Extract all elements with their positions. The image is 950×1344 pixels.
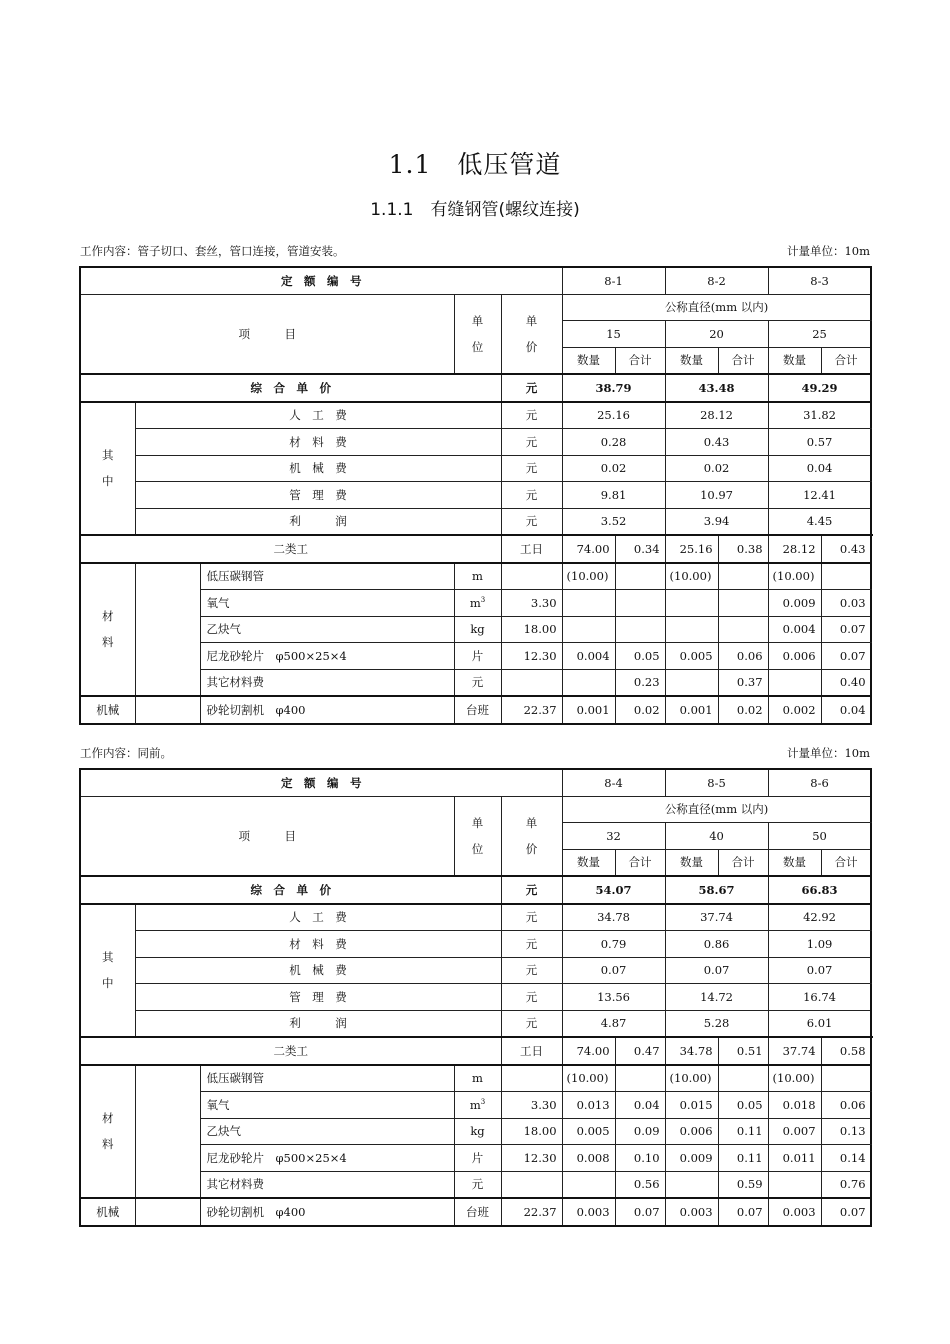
total-cell: 0.04 — [821, 696, 871, 724]
quota-code: 8-1 — [562, 267, 665, 294]
unit-cell: 元 — [501, 931, 562, 958]
unit-cell: 元 — [501, 482, 562, 509]
qty-cell: 0.002 — [768, 696, 821, 724]
mgmt-fee: 10.97 — [665, 482, 768, 509]
composite-price-label: 综 合 单 价 — [80, 374, 501, 402]
mgmt-fee-label: 管 理 费 — [135, 984, 501, 1011]
other-material-fee-label: 其它材料费 — [200, 669, 454, 696]
quota-no-label: 定 额 编 号 — [80, 769, 562, 796]
qty-cell: 0.005 — [562, 1118, 615, 1145]
material-fee: 0.79 — [562, 931, 665, 958]
total-cell: 0.14 — [821, 1145, 871, 1172]
labor-fee-label: 人 工 费 — [135, 904, 501, 931]
total-cell: 0.04 — [615, 1092, 665, 1119]
oxygen-label: 氧气 — [200, 1092, 454, 1119]
nylon-grinding-disc-label: 尼龙砂轮片 φ500×25×4 — [200, 643, 454, 670]
among-label: 其 中 — [80, 904, 135, 1038]
unit-price: 22.37 — [501, 696, 562, 724]
profit-label: 利 润 — [135, 508, 501, 535]
total-cell: 0.03 — [821, 590, 871, 617]
unit-cell: 元 — [501, 904, 562, 931]
unit-cell: $m^3$ — [454, 590, 501, 617]
qty-cell: 0.011 — [768, 1145, 821, 1172]
acetylene-label: 乙炔气 — [200, 616, 454, 643]
unit-cell: 工日 — [501, 1037, 562, 1065]
total-cell — [615, 1065, 665, 1092]
total-cell: 0.09 — [615, 1118, 665, 1145]
unit-cell: $m^3$ — [454, 1092, 501, 1119]
unit-cell: 元 — [501, 402, 562, 429]
labor-fee: 31.82 — [768, 402, 871, 429]
total-cell: 0.59 — [718, 1171, 768, 1198]
composite-price-label: 综 合 单 价 — [80, 876, 501, 904]
total-cell: 0.11 — [718, 1118, 768, 1145]
unit-header: 单 位 — [454, 294, 501, 374]
composite-price: 49.29 — [768, 374, 871, 402]
mgmt-fee: 16.74 — [768, 984, 871, 1011]
unit-cell: kg — [454, 1118, 501, 1145]
qty-cell: 0.003 — [562, 1198, 615, 1226]
qty-cell: 0.009 — [665, 1145, 718, 1172]
quota-no-label: 定 额 编 号 — [80, 267, 562, 294]
profit: 4.45 — [768, 508, 871, 535]
qty-cell: (10.00) — [562, 1065, 615, 1092]
qty-header: 数量 — [665, 849, 718, 876]
qty-cell — [665, 1171, 718, 1198]
total-cell: 0.02 — [718, 696, 768, 724]
total-cell: 0.76 — [821, 1171, 871, 1198]
blank-cell — [135, 696, 200, 724]
composite-price: 38.79 — [562, 374, 665, 402]
total-cell: 0.37 — [718, 669, 768, 696]
unit-cell: 元 — [501, 1010, 562, 1037]
qty-cell — [665, 669, 718, 696]
acetylene-label: 乙炔气 — [200, 1118, 454, 1145]
unit-cell: 元 — [501, 984, 562, 1011]
profit: 6.01 — [768, 1010, 871, 1037]
qty-cell: 0.015 — [665, 1092, 718, 1119]
blank-cell — [135, 563, 200, 697]
blank-cell — [135, 1065, 200, 1199]
qty-cell — [562, 590, 615, 617]
quota-code: 8-4 — [562, 769, 665, 796]
profit: 4.87 — [562, 1010, 665, 1037]
qty-cell: 0.34 — [615, 535, 665, 563]
unit-cell: 台班 — [454, 1198, 501, 1226]
total-cell: 0.07 — [718, 1198, 768, 1226]
unit-price: 74.00 — [562, 535, 615, 563]
qty-cell: 0.003 — [768, 1198, 821, 1226]
total-cell: 0.56 — [615, 1171, 665, 1198]
total-cell: 0.06 — [821, 1092, 871, 1119]
unit-price — [501, 1171, 562, 1198]
unit-cell: 元 — [501, 455, 562, 482]
qty-cell: 0.005 — [665, 643, 718, 670]
total-cell — [821, 1065, 871, 1092]
qty-cell: 0.013 — [562, 1092, 615, 1119]
qty-cell: 0.38 — [718, 535, 768, 563]
quota-code: 8-6 — [768, 769, 871, 796]
mgmt-fee: 14.72 — [665, 984, 768, 1011]
qty-cell — [562, 669, 615, 696]
qty-cell: 0.51 — [718, 1037, 768, 1065]
work-content: 工作内容：同前。 — [80, 746, 172, 760]
total-cell: 0.10 — [615, 1145, 665, 1172]
qty-header: 数量 — [768, 849, 821, 876]
qty-cell: (10.00) — [665, 563, 718, 590]
quota-code: 8-3 — [768, 267, 871, 294]
unit-cell: 工日 — [501, 535, 562, 563]
grinding-saw-label: 砂轮切割机 φ400 — [200, 1198, 454, 1226]
unit-cell: 元 — [501, 429, 562, 456]
total-cell: 25.16 — [665, 535, 718, 563]
work-content: 工作内容：管子切口、套丝，管口连接，管道安装。 — [80, 244, 345, 258]
total-cell — [718, 590, 768, 617]
qty-cell: 0.004 — [768, 616, 821, 643]
measure-unit: 计量单位：10m — [786, 244, 870, 258]
unit-price: 74.00 — [562, 1037, 615, 1065]
machine-fee: 0.02 — [562, 455, 665, 482]
profit: 5.28 — [665, 1010, 768, 1037]
qty-cell: 0.006 — [665, 1118, 718, 1145]
qty-cell: 0.001 — [562, 696, 615, 724]
machine-fee: 0.07 — [768, 957, 871, 984]
qty-cell: 0.004 — [562, 643, 615, 670]
total-cell: 0.05 — [615, 643, 665, 670]
unit-cell: 元 — [501, 374, 562, 402]
labor-fee: 37.74 — [665, 904, 768, 931]
qty-header: 数量 — [562, 849, 615, 876]
qty-cell: 0.008 — [562, 1145, 615, 1172]
unit-price: 3.30 — [501, 590, 562, 617]
total-cell: 0.40 — [821, 669, 871, 696]
composite-price: 54.07 — [562, 876, 665, 904]
qty-cell: (10.00) — [665, 1065, 718, 1092]
unit-price: 22.37 — [501, 1198, 562, 1226]
total-header: 合计 — [821, 347, 871, 374]
qty-cell: 0.47 — [615, 1037, 665, 1065]
total-cell — [615, 616, 665, 643]
total-cell: 0.07 — [821, 616, 871, 643]
oxygen-label: 氧气 — [200, 590, 454, 617]
worker-label: 二类工 — [80, 1037, 501, 1065]
total-header: 合计 — [821, 849, 871, 876]
unit-cell: kg — [454, 616, 501, 643]
profit: 3.52 — [562, 508, 665, 535]
blank-cell — [135, 1198, 200, 1226]
qty-cell — [768, 1171, 821, 1198]
total-cell: 0.02 — [615, 696, 665, 724]
diameter-header: 公称直径(mm 以内) — [562, 796, 871, 823]
machine-fee-label: 机 械 费 — [135, 957, 501, 984]
total-cell: 28.12 — [768, 535, 821, 563]
unit-price — [501, 563, 562, 590]
labor-fee: 25.16 — [562, 402, 665, 429]
labor-fee: 34.78 — [562, 904, 665, 931]
unit-cell: 片 — [454, 643, 501, 670]
machinery-label: 机械 — [80, 696, 135, 724]
machine-fee-label: 机 械 费 — [135, 455, 501, 482]
qty-cell — [562, 616, 615, 643]
total-cell: 0.23 — [615, 669, 665, 696]
machine-fee: 0.07 — [562, 957, 665, 984]
nylon-grinding-disc-label: 尼龙砂轮片 φ500×25×4 — [200, 1145, 454, 1172]
qty-cell — [665, 616, 718, 643]
composite-price: 66.83 — [768, 876, 871, 904]
material-fee: 0.86 — [665, 931, 768, 958]
total-cell: 0.11 — [718, 1145, 768, 1172]
total-cell: 34.78 — [665, 1037, 718, 1065]
price-header: 单 价 — [501, 796, 562, 876]
material-fee: 1.09 — [768, 931, 871, 958]
total-cell — [821, 563, 871, 590]
mgmt-fee: 9.81 — [562, 482, 665, 509]
total-cell: 37.74 — [768, 1037, 821, 1065]
unit-price: 18.00 — [501, 616, 562, 643]
qty-cell — [665, 590, 718, 617]
quota-table — [79, 266, 872, 725]
qty-cell: 0.007 — [768, 1118, 821, 1145]
unit-price: 3.30 — [501, 1092, 562, 1119]
machine-fee: 0.07 — [665, 957, 768, 984]
material-fee-label: 材 料 费 — [135, 429, 501, 456]
labor-fee-label: 人 工 费 — [135, 402, 501, 429]
quota-code: 8-5 — [665, 769, 768, 796]
composite-price: 58.67 — [665, 876, 768, 904]
unit-cell: 台班 — [454, 696, 501, 724]
total-header: 合计 — [615, 849, 665, 876]
unit-cell: 元 — [501, 957, 562, 984]
qty-cell — [768, 669, 821, 696]
mgmt-fee-label: 管 理 费 — [135, 482, 501, 509]
total-cell: 0.06 — [718, 643, 768, 670]
quota-code: 8-2 — [665, 267, 768, 294]
diameter-value: 20 — [665, 321, 768, 348]
unit-price: 12.30 — [501, 643, 562, 670]
work-content-line — [80, 243, 870, 259]
unit-cell: 片 — [454, 1145, 501, 1172]
total-header: 合计 — [718, 849, 768, 876]
total-cell — [615, 563, 665, 590]
item-header: 项 目 — [80, 294, 454, 374]
mgmt-fee: 12.41 — [768, 482, 871, 509]
machine-fee: 0.02 — [665, 455, 768, 482]
mgmt-fee: 13.56 — [562, 984, 665, 1011]
unit-cell: 元 — [454, 1171, 501, 1198]
unit-cell: m — [454, 1065, 501, 1092]
total-cell: 0.05 — [718, 1092, 768, 1119]
unit-header: 单 位 — [454, 796, 501, 876]
composite-price: 43.48 — [665, 374, 768, 402]
materials-label: 材 料 — [80, 563, 135, 697]
price-header: 单 价 — [501, 294, 562, 374]
page-heading: 1.1 低压管道 — [388, 150, 562, 179]
total-cell: 0.07 — [821, 643, 871, 670]
measure-unit: 计量单位：10m — [786, 746, 870, 760]
unit-cell: 元 — [454, 669, 501, 696]
diameter-header: 公称直径(mm 以内) — [562, 294, 871, 321]
item-header: 项 目 — [80, 796, 454, 876]
diameter-value: 50 — [768, 823, 871, 850]
qty-cell: (10.00) — [768, 1065, 821, 1092]
qty-header: 数量 — [562, 347, 615, 374]
unit-price — [501, 669, 562, 696]
worker-label: 二类工 — [80, 535, 501, 563]
quota-table — [79, 768, 872, 1227]
unit-cell: m — [454, 563, 501, 590]
low-pressure-pipe-label: 低压碳钢管 — [200, 1065, 454, 1092]
qty-cell: 0.018 — [768, 1092, 821, 1119]
section-subheading: 1.1.1 有缝钢管(螺纹连接) — [370, 200, 580, 220]
material-fee-label: 材 料 费 — [135, 931, 501, 958]
work-content-line — [80, 745, 870, 761]
qty-cell: (10.00) — [768, 563, 821, 590]
total-cell — [718, 616, 768, 643]
qty-header: 数量 — [768, 347, 821, 374]
total-cell: 0.07 — [615, 1198, 665, 1226]
total-cell: 0.13 — [821, 1118, 871, 1145]
unit-price: 18.00 — [501, 1118, 562, 1145]
profit: 3.94 — [665, 508, 768, 535]
total-cell — [615, 590, 665, 617]
unit-price — [501, 1065, 562, 1092]
other-material-fee-label: 其它材料费 — [200, 1171, 454, 1198]
qty-header: 数量 — [665, 347, 718, 374]
qty-cell: 0.009 — [768, 590, 821, 617]
profit-label: 利 润 — [135, 1010, 501, 1037]
total-header: 合计 — [718, 347, 768, 374]
qty-cell: 0.006 — [768, 643, 821, 670]
low-pressure-pipe-label: 低压碳钢管 — [200, 563, 454, 590]
qty-cell: 0.003 — [665, 1198, 718, 1226]
labor-fee: 28.12 — [665, 402, 768, 429]
material-fee: 0.43 — [665, 429, 768, 456]
qty-cell — [562, 1171, 615, 1198]
qty-cell: 0.001 — [665, 696, 718, 724]
total-cell: 0.07 — [821, 1198, 871, 1226]
material-fee: 0.57 — [768, 429, 871, 456]
total-cell — [718, 1065, 768, 1092]
among-label: 其 中 — [80, 402, 135, 536]
diameter-value: 32 — [562, 823, 665, 850]
unit-cell: 元 — [501, 508, 562, 535]
diameter-value: 25 — [768, 321, 871, 348]
diameter-value: 40 — [665, 823, 768, 850]
grinding-saw-label: 砂轮切割机 φ400 — [200, 696, 454, 724]
qty-cell: (10.00) — [562, 563, 615, 590]
total-header: 合计 — [615, 347, 665, 374]
materials-label: 材 料 — [80, 1065, 135, 1199]
qty-cell: 0.43 — [821, 535, 871, 563]
machinery-label: 机械 — [80, 1198, 135, 1226]
total-cell — [718, 563, 768, 590]
labor-fee: 42.92 — [768, 904, 871, 931]
diameter-value: 15 — [562, 321, 665, 348]
unit-cell: 元 — [501, 876, 562, 904]
qty-cell: 0.58 — [821, 1037, 871, 1065]
machine-fee: 0.04 — [768, 455, 871, 482]
unit-price: 12.30 — [501, 1145, 562, 1172]
material-fee: 0.28 — [562, 429, 665, 456]
